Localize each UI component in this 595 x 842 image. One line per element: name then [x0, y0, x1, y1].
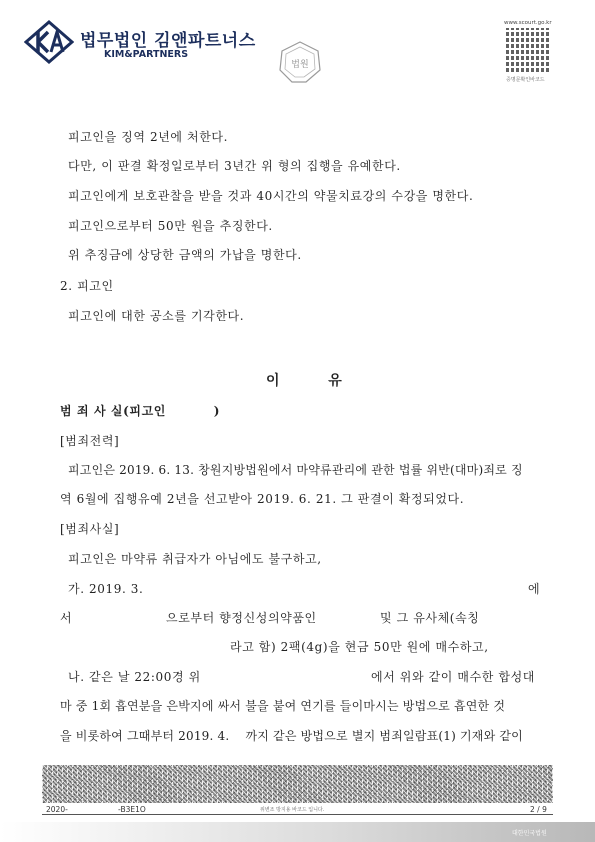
- crime-facts-heading: 범 죄 사 실(피고인 ): [60, 404, 221, 418]
- fact-b-cont-2: 을 비롯하여 그때부터 2019. 4. 까지 같은 방법으로 별지 범죄일람표(1) 기재와 같이: [60, 729, 523, 743]
- reasons-heading: 이 유: [266, 373, 342, 389]
- fact-a-purchase-line: 라고 함) 2팩(4g)을 현금 50만 원에 매수하고,: [230, 640, 489, 654]
- sentence-line-2: 다만, 이 판결 확정일로부터 3년간 위 형의 집행을 유예한다.: [68, 159, 401, 173]
- fact-a-cont-end: 및 그 유사체(속칭: [380, 611, 480, 625]
- crime-facts-label: [범죄사실]: [60, 522, 120, 536]
- fact-b-cont-1: 마 중 1회 흡연분을 은박지에 싸서 불을 붙여 연기를 들이마시는 방법으로 흡연한 것: [60, 699, 506, 713]
- qr-caption: 증명문확인바코드: [506, 77, 545, 83]
- court-seal-icon: [278, 40, 322, 84]
- firm-logo-icon: [24, 20, 74, 64]
- sentence-line-5: 위 추징금에 상당한 금액의 가납을 명한다.: [68, 248, 302, 262]
- dismissal-line: 피고인에 대한 공소를 기각한다.: [68, 309, 245, 323]
- svg-text:법원: 법원: [291, 60, 309, 70]
- fact-a-line-end: 에: [528, 582, 541, 596]
- facts-intro-line: 피고인은 마약류 취급자가 아님에도 불구하고,: [68, 552, 322, 566]
- fact-b-line-end: 에서 위와 같이 매수한 합성대: [371, 670, 535, 684]
- sentence-line-1: 피고인을 징역 2년에 처한다.: [68, 130, 229, 144]
- fact-b-line: 나. 같은 날 22:00경 위: [68, 670, 201, 684]
- defendant-2-heading: 2. 피고인: [60, 279, 114, 293]
- footer-band: [0, 822, 595, 842]
- fact-a-cont-mid: 으로부터 향정신성의약품인: [166, 611, 317, 625]
- sentence-line-4: 피고인으로부터 50만 원을 추징한다.: [68, 219, 273, 233]
- case-number-left: 2020-: [46, 805, 68, 814]
- firm-name-english: KIM&PARTNERS: [104, 49, 189, 60]
- page-number: 2 / 9: [530, 805, 547, 814]
- footer-divider: [42, 814, 553, 815]
- case-number-code: -B3E1O: [118, 805, 146, 814]
- record-line-1: 피고인은 2019. 6. 13. 창원지방법원에서 마약류관리에 관한 법률 위반(대마)죄로 징: [68, 463, 523, 477]
- fact-a-line: 가. 2019. 3.: [68, 582, 144, 596]
- sentence-line-3: 피고인에게 보호관찰을 받을 것과 40시간의 약물치료강의 수강을 명한다.: [68, 189, 474, 203]
- barcode-notice: 위변조 방지용 바코드 입니다.: [260, 807, 325, 813]
- firm-name-korean: 법무법인 김앤파트너스: [80, 31, 256, 51]
- anti-forgery-barcode: [42, 765, 553, 803]
- fact-a-cont-start: 서: [60, 611, 73, 625]
- verification-qr-code: [504, 28, 550, 74]
- court-url: www.scourt.go.kr: [504, 20, 552, 26]
- record-line-2: 역 6월에 집행유예 2년을 선고받아 2019. 6. 21. 그 판결이 확정되었다.: [60, 492, 465, 506]
- court-name: 대한민국법원: [512, 830, 547, 837]
- criminal-record-label: [범죄전력]: [60, 434, 120, 448]
